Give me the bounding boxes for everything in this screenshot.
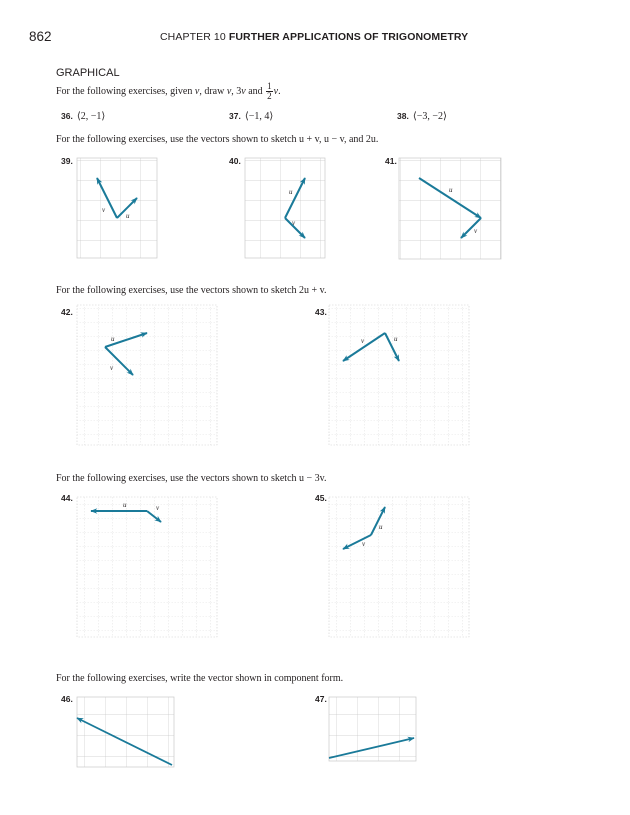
- exercise-38: 38. ⟨−3, −2⟩: [397, 111, 447, 122]
- label-v: v: [474, 227, 478, 235]
- figure-47: [329, 697, 416, 761]
- instruction-component-form: For the following exercises, write the vector shown in component form.: [56, 673, 344, 684]
- exercise-36: 36. ⟨2, −1⟩: [61, 111, 106, 122]
- figure-44-number: 44.: [61, 493, 73, 503]
- figure-43-number: 43.: [315, 307, 327, 317]
- label-u: u: [449, 186, 453, 194]
- chapter-label: CHAPTER 10: [160, 31, 226, 43]
- figure-44: [77, 497, 217, 637]
- figure-46: [77, 697, 174, 767]
- instruction-sketch-2u-v: For the following exercises, use the vectors shown to sketch 2u + v.: [56, 285, 327, 296]
- label-u: u: [123, 501, 127, 509]
- label-v: v: [156, 504, 160, 512]
- section-title: GRAPHICAL: [56, 67, 120, 79]
- instruction-sketch-sum: For the following exercises, use the vectors shown to sketch u + v, u − v, and 2u.: [56, 134, 379, 145]
- instruction-draw: For the following exercises, given v, draw v, 3v and $\frac{1}{2}$ v.: [56, 81, 281, 101]
- label-u: u: [289, 188, 293, 196]
- label-u: u: [126, 212, 130, 220]
- label-u: u: [379, 523, 383, 531]
- figure-41: [399, 158, 501, 259]
- exercise-37: 37. ⟨−1, 4⟩: [229, 111, 274, 122]
- label-u: u: [111, 335, 115, 343]
- page-number: 862: [29, 29, 52, 44]
- label-v: v: [102, 206, 106, 214]
- figure-43: [329, 305, 469, 445]
- figure-39: [77, 158, 157, 258]
- figure-45: [329, 497, 469, 637]
- label-v: v: [361, 337, 365, 345]
- chapter-title: FURTHER APPLICATIONS OF TRIGONOMETRY: [228, 31, 469, 43]
- label-v: v: [292, 219, 296, 227]
- figure-46-number: 46.: [61, 694, 73, 704]
- figure-41-number: 41.: [385, 156, 397, 166]
- figure-40: [245, 158, 325, 258]
- figure-45-number: 45.: [315, 493, 327, 503]
- figure-40-number: 40.: [229, 156, 241, 166]
- label-v: v: [362, 540, 366, 548]
- label-v: v: [110, 364, 114, 372]
- figure-47-number: 47.: [315, 694, 327, 704]
- figure-42: [77, 305, 217, 445]
- instruction-sketch-u-3v: For the following exercises, use the vectors shown to sketch u − 3v.: [56, 473, 327, 484]
- fraction-one-half: $\frac{1}{2}$: [267, 81, 272, 101]
- label-u: u: [394, 335, 398, 343]
- figure-39-number: 39.: [61, 156, 73, 166]
- figure-42-number: 42.: [61, 307, 73, 317]
